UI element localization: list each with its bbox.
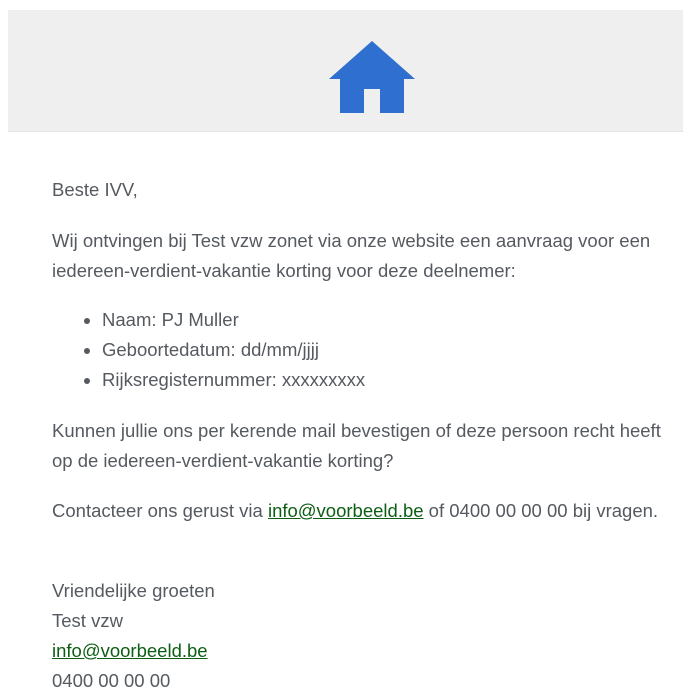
signature-phone: 0400 00 00 00 bbox=[52, 670, 171, 691]
signature-block bbox=[52, 576, 672, 696]
signature-name: Test vzw bbox=[52, 610, 123, 631]
detail-national-number: • Rijksregisternummer: xxxxxxxxx bbox=[102, 365, 365, 395]
detail-name: • Naam: PJ Muller bbox=[102, 305, 365, 335]
email-header-banner bbox=[8, 10, 683, 132]
contact-text-before: Contacteer ons gerust via bbox=[52, 500, 268, 521]
question-paragraph: Kunnen jullie ons per kerende mail bevestigen of deze persoon recht heeft op de iedereen-verdient-vakantie korting? bbox=[52, 420, 661, 471]
signature-email-link[interactable]: info@voorbeeld.be bbox=[52, 640, 208, 661]
home-icon bbox=[329, 41, 415, 113]
contact-paragraph bbox=[52, 496, 672, 526]
greeting: Beste IVV, bbox=[52, 179, 138, 200]
closing-text: Vriendelijke groeten bbox=[52, 580, 215, 601]
participant-details-list bbox=[52, 305, 365, 395]
intro-paragraph: Wij ontvingen bij Test vzw zonet via onze website een aanvraag voor een iedereen-verdient-vakantie korting voor deze deelnemer: bbox=[52, 230, 651, 281]
detail-birthdate: • Geboortedatum: dd/mm/jjjj bbox=[102, 335, 365, 365]
contact-text-after: of 0400 00 00 00 bij vragen. bbox=[423, 500, 659, 521]
contact-email-link[interactable]: info@voorbeeld.be bbox=[267, 500, 424, 521]
